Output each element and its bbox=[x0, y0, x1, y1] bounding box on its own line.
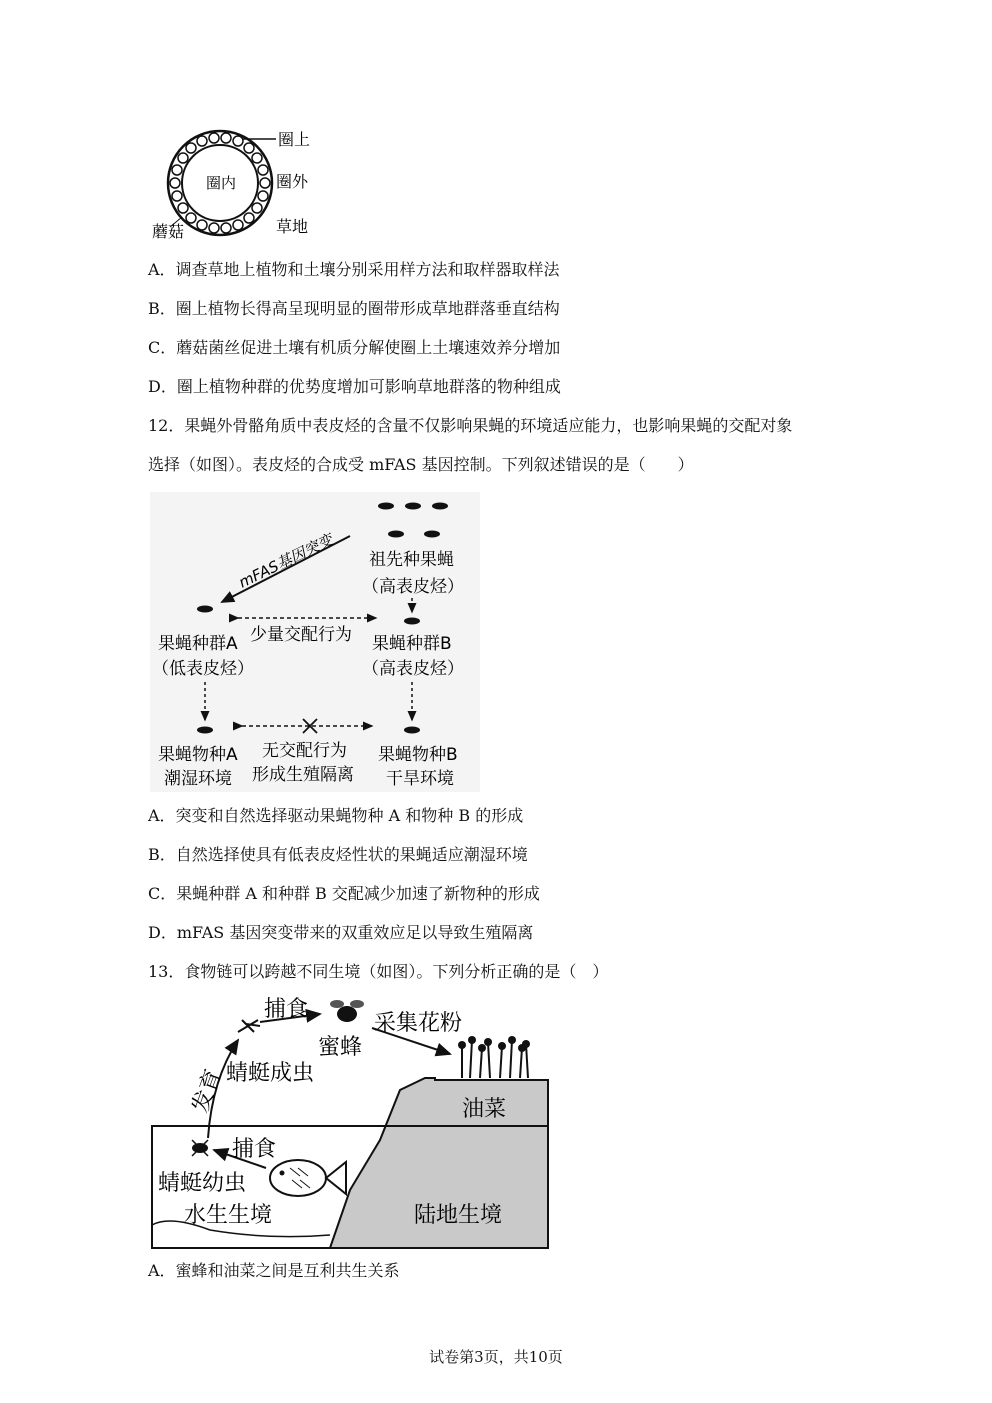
ancestor-trait: （高表皮烃） bbox=[362, 577, 464, 597]
species-b-env: 干旱环境 bbox=[386, 769, 454, 789]
page-footer: 试卷第3页，共10页 bbox=[429, 1348, 563, 1366]
label-grass: 草地 bbox=[276, 217, 309, 236]
isolation-label: 形成生殖隔离 bbox=[252, 765, 354, 785]
bee-icon bbox=[330, 1000, 364, 1022]
little-mating-label: 少量交配行为 bbox=[250, 625, 352, 645]
q11-option-c: C．蘑菇菌丝促进土壤有机质分解使圈上土壤速效养分增加 bbox=[148, 338, 561, 357]
fly-population-a bbox=[197, 606, 213, 613]
label-ring-top: 圈上 bbox=[278, 130, 311, 149]
prey-label-top: 捕食 bbox=[264, 997, 309, 1022]
dragonfly-adult-icon bbox=[238, 1020, 260, 1032]
q12-option-d: D．mFAS 基因突变带来的双重效应足以导致生殖隔离 bbox=[148, 923, 534, 942]
species-b-name: 果蝇物种B bbox=[378, 745, 458, 765]
food-chain-diagram bbox=[150, 990, 552, 1252]
collect-pollen-label: 采集花粉 bbox=[374, 1011, 463, 1036]
fruitfly-diagram bbox=[150, 492, 480, 792]
prey-label-bottom: 捕食 bbox=[232, 1137, 277, 1162]
dragonfly-larva-icon bbox=[192, 1140, 208, 1156]
food-chain-figure bbox=[150, 990, 552, 1252]
dragonfly-adult-label: 蜻蜓成虫 bbox=[226, 1061, 315, 1086]
population-a-name: 果蝇种群A bbox=[158, 634, 238, 654]
fairy-ring-diagram bbox=[148, 125, 328, 245]
rapeseed-plants bbox=[462, 1040, 528, 1078]
q12-stem-line1: 12．果蝇外骨骼角质中表皮烃的含量不仅影响果蝇的环境适应能力，也影响果蝇的交配对象 bbox=[148, 416, 793, 435]
fly-population-b bbox=[404, 618, 420, 625]
fly-species-b bbox=[404, 727, 420, 734]
population-a-trait: （低表皮烃） bbox=[152, 659, 254, 679]
species-a-name: 果蝇物种A bbox=[158, 745, 238, 765]
q12-option-c: C．果蝇种群 A 和种群 B 交配减少加速了新物种的形成 bbox=[148, 884, 540, 903]
larva-label: 蜻蜓幼虫 bbox=[158, 1171, 247, 1196]
q11-option-a: A．调查草地上植物和土壤分别采用样方法和取样器取样法 bbox=[148, 260, 560, 279]
q12-option-a: A．突变和自然选择驱动果蝇物种 A 和物种 B 的形成 bbox=[148, 806, 524, 825]
q13-stem: 13．食物链可以跨越不同生境（如图）。下列分析正确的是（ ） bbox=[148, 962, 609, 981]
ancestor-name: 祖先种果蝇 bbox=[369, 550, 454, 570]
fairy-ring-figure bbox=[148, 125, 328, 245]
population-b-name: 果蝇种群B bbox=[372, 634, 452, 654]
bee-label: 蜜蜂 bbox=[318, 1035, 363, 1060]
ancestor-flies bbox=[378, 503, 448, 538]
no-mating-label: 无交配行为 bbox=[262, 741, 347, 761]
fly-species-a bbox=[197, 727, 213, 734]
develop-label: 发育 bbox=[188, 1066, 227, 1117]
land-habitat-label: 陆地生境 bbox=[414, 1203, 503, 1228]
q12-stem-line2: 选择（如图）。表皮烃的合成受 mFAS 基因控制。下列叙述错误的是（ ） bbox=[148, 455, 694, 474]
fruitfly-speciation-figure bbox=[150, 492, 480, 792]
population-b-trait: （高表皮烃） bbox=[362, 659, 464, 679]
label-mushroom: 蘑菇 bbox=[152, 222, 185, 241]
q11-option-b: B．圈上植物长得高呈现明显的圈带形成草地群落垂直结构 bbox=[148, 299, 560, 318]
label-outside: 圈外 bbox=[276, 172, 309, 191]
fish-icon bbox=[270, 1160, 346, 1196]
q11-option-d: D．圈上植物种群的优势度增加可影响草地群落的物种组成 bbox=[148, 377, 561, 396]
label-inside: 圈内 bbox=[206, 174, 237, 192]
water-habitat-label: 水生生境 bbox=[184, 1203, 273, 1228]
rapeseed-label: 油菜 bbox=[462, 1097, 507, 1122]
species-a-env: 潮湿环境 bbox=[164, 769, 232, 789]
q13-option-a: A．蜜蜂和油菜之间是互利共生关系 bbox=[148, 1261, 400, 1280]
mutation-label: mFAS基因突变 bbox=[235, 530, 336, 592]
q12-option-b: B．自然选择使具有低表皮烃性状的果蝇适应潮湿环境 bbox=[148, 845, 528, 864]
